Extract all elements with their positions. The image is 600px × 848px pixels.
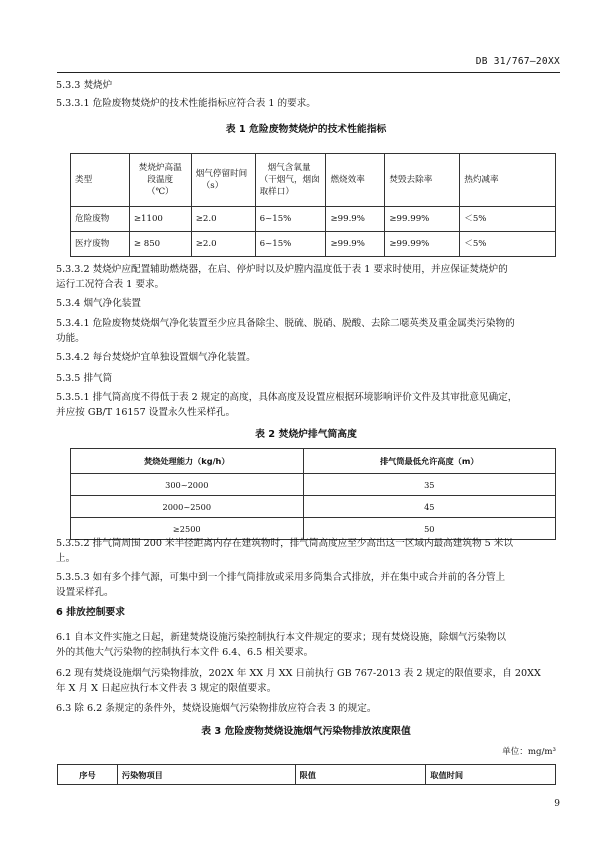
table1-cell: ≥2.0 [191,232,255,257]
text-line: 设置采样孔。 [56,586,114,598]
table1-caption: 表 1 危险废物焚烧炉的技术性能指标 [225,124,387,135]
table1-cell: 6~15% [255,232,326,257]
table3-header-limit: 限值 [295,765,426,785]
page-number: 9 [554,799,560,809]
table1-cell: ≥99.9% [326,207,385,232]
table1-header-row [71,154,556,207]
table3-header-index: 序号 [58,765,118,785]
table1-header-oxygen: 烟气含氧量 （干烟气，烟囱 取样口） [255,154,326,207]
table2-cell: 50 [303,518,555,540]
table1-cell: ≥2.0 [191,207,255,232]
text-line: 5.3.5.3 如有多个排气源，可集中到一个排气筒排放或采用多筒集合式排放，并在集中或合并前的各分管上 [56,572,506,583]
table1-cell: 危险废物 [71,207,130,232]
table1 [70,153,556,257]
paragraph-6-3: 6.3 除 6.2 条规定的条件外，焚烧设施烟气污染物排放应符合表 3 的规定。 [56,703,377,714]
table1-header-temp: 焚烧炉高温 段温度 （℃） [129,154,191,207]
text-line: 外的其他大气污染物的控制执行本文件 6.4、6.5 相关要求。 [56,646,314,658]
table1-cell: ≥99.9% [326,232,385,257]
table1-cell: ≥ 850 [129,232,191,257]
section-title-5-3-5: 5.3.5 排气筒 [56,373,113,384]
paragraph-5-3-5-1 [56,391,556,420]
text-line: 5.3.4.1 危险废物焚烧烟气净化装置至少应具备除尘、脱硫、脱硝、脱酸、去除二噁英类及重金属类污染物的 [56,318,515,329]
table-row [71,474,556,496]
table-row [71,232,556,257]
document-code: DB 31/767—20XX [475,56,560,67]
table1-cell: ≥99.99% [385,232,460,257]
table2-header-height: 排气筒最低允许高度（m） [303,449,555,474]
table1-header-ignition-loss: 热灼减率 [460,154,556,207]
table1-header-residence: 烟气停留时间 （s） [191,154,255,207]
table3-header-pollutant: 污染物项目 [117,765,295,785]
table1-cell: ＜5% [460,207,556,232]
table2 [70,448,556,540]
paragraph-5-3-5-3 [56,571,556,600]
table1-cell: ≥99.99% [385,207,460,232]
table3-header-row [58,765,556,785]
header-rule [57,72,560,73]
text-line: 运行工况符合表 1 要求。 [56,278,165,290]
text-line: 6.1 自本文件实施之日起，新建焚烧设施污染控制执行本文件规定的要求；现有焚烧设施，除烟气污染物以 [56,632,507,643]
table2-cell: 300~2000 [71,474,304,496]
text-line: 年 X 月 X 日起应执行本文件表 3 规定的限值要求。 [56,682,277,694]
text-line: 5.3.3.2 焚烧炉应配置辅助燃烧器，在启、停炉时以及炉膛内温度低于表 1 要求时使用，并应保证焚烧炉的 [56,264,508,275]
table2-caption: 表 2 焚烧炉排气筒高度 [255,429,357,440]
table2-cell: 45 [303,496,555,518]
section-title-6: 6 排放控制要求 [56,607,126,618]
text-line: 5.3.5.1 排气筒高度不得低于表 2 规定的高度，具体高度及设置应根据环境影响评价文件及其审批意见确定， [56,392,518,403]
table1-cell: 医疗废物 [71,232,130,257]
paragraph-6-2 [56,667,556,696]
table1-cell: 6~15% [255,207,326,232]
text-line: 功能。 [56,332,85,344]
text-line: 6.2 现有焚烧设施烟气污染物排放，202X 年 XX 月 XX 日前执行 GB 767-2013 表 2 规定的限值要求，自 20XX [56,668,541,679]
paragraph-5-3-4-1 [56,317,556,346]
table2-header-capacity: 焚烧处理能力（kg/h） [71,449,304,474]
table3-unit: 单位：mg/m³ [502,747,556,757]
text-line: 5.3.5.2 排气筒周围 200 米半径距离内存在建筑物时，排气筒高度应至少高出这一区域内最高建筑物 5 米以 [56,538,513,549]
table1-header-type: 类型 [71,154,130,207]
table1-cell: ≥1100 [129,207,191,232]
paragraph-5-3-5-2 [56,537,556,566]
table3-header-averaging-time: 取值时间 [426,765,556,785]
paragraph-5-3-4-2: 5.3.4.2 每台焚烧炉宜单独设置烟气净化装置。 [56,352,256,363]
table2-cell: ≥2500 [71,518,304,540]
section-title-5-3-4: 5.3.4 烟气净化装置 [56,298,142,309]
table3 [57,764,556,785]
paragraph-5-3-3-2 [56,263,556,292]
table1-header-dre: 焚毁去除率 [385,154,460,207]
section-title-5-3-3: 5.3.3 焚烧炉 [56,80,113,91]
table1-cell: ＜5% [460,232,556,257]
table2-cell: 35 [303,474,555,496]
text-line: 上。 [56,552,76,564]
text-line: 并应按 GB/T 16157 设置永久性采样孔。 [56,406,236,418]
table3-caption: 表 3 危险废物焚烧设施烟气污染物排放浓度限值 [201,726,411,737]
table-row [71,207,556,232]
table2-cell: 2000~2500 [71,496,304,518]
paragraph-6-1 [56,631,556,660]
table1-header-efficiency: 燃烧效率 [326,154,385,207]
table-row [71,496,556,518]
table2-header-row [71,449,556,474]
paragraph-5-3-3-1: 5.3.3.1 危险废物焚烧炉的技术性能指标应符合表 1 的要求。 [56,98,316,109]
